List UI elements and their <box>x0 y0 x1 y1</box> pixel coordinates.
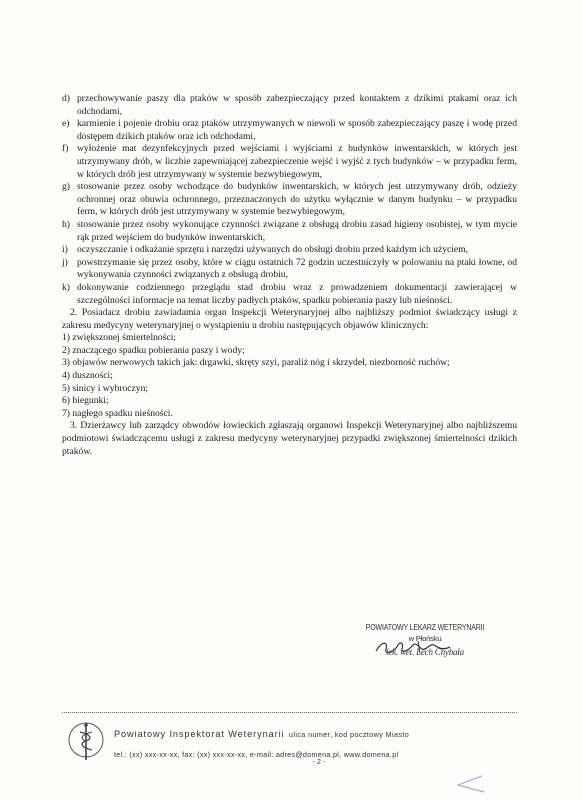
handwritten-signature <box>372 637 462 659</box>
measure-item-label: g) <box>62 181 70 193</box>
page-number: - 2 - <box>312 759 326 766</box>
measure-item-label: j) <box>62 256 68 268</box>
symptom-item: 5) sinicy i wybroczyn; <box>62 382 149 394</box>
corner-mark-icon <box>452 772 492 796</box>
stamp-town: w Płońsku <box>408 634 442 643</box>
symptom-item: 1) zwiększonej śmiertelności; <box>62 332 177 344</box>
footer-org-name: Powiatowy Inspektorat Weterynarii <box>114 729 285 739</box>
measure-item-text: przechowywanie paszy dla ptaków w sposób zabezpieczający przed kontaktem z dzikimi ptakami oraz ich odchodami, <box>77 93 517 117</box>
measure-item <box>62 143 517 181</box>
letterhead-footer <box>114 724 524 766</box>
stamp-office: POWIATOWY LEKARZ WETERYNARII <box>365 623 485 632</box>
paragraph-3: 3. Dzierżawcy lub zarządcy obwodów łowieckich zgłaszają organowi Inspekcji Weterynaryjnej albo najbliższemu podmiotowi świadczącemu usługi z zakresu medycyny weterynaryjnej przypadki zwiększonej śmiertelności dzikich ptaków. <box>62 420 517 457</box>
measure-item-label: i) <box>62 244 68 256</box>
symptoms-list <box>62 332 517 420</box>
measure-item-text: wyłożenie mat dezynfekcyjnych przed wejściami i wyjściami z budynków inwentarskich, w których jest utrzymywany drób, w liczbie zapewniającej zabezpieczenie wejść i wyjść z tych budynków – w przypadku ferm, w których drób jest utrzymywany w systemie bezwybiegowym, <box>77 143 517 180</box>
measure-item-text: stosowanie przez osoby wykonujące czynności związane z obsługą drobiu zasad higieny osobistej, w tym mycie rąk przed wejściem do budynków inwentarskich, <box>77 218 517 243</box>
symptom-item: 4) duszności; <box>62 370 113 382</box>
measure-item-text: powstrzymanie się przez osoby, które w ciągu ostatnich 72 godzin uczestniczyły w polowaniu na ptaki łowne, od wykonywania czynności związanych z obsługą drobiu, <box>77 256 517 281</box>
measure-item-label: k) <box>62 281 70 293</box>
measure-item-text: dokonywanie codziennego przeglądu stad drobiu wraz z prowadzeniem dokumentacji zawierającej w szczególności informacje na temat liczby padłych ptaków, spadku pobierania paszy lub nieśności. <box>77 281 517 306</box>
measure-item <box>62 257 517 282</box>
document-body <box>62 93 517 458</box>
measure-item <box>62 244 517 257</box>
measures-list <box>62 93 517 307</box>
measure-item <box>62 282 517 307</box>
footer-divider <box>62 712 517 713</box>
measure-item-label: d) <box>62 93 70 104</box>
footer-address: ulica numer, kod pocztowy Miasto <box>288 730 410 739</box>
symptom-item: 2) znaczącego spadku pobierania paszy i wody; <box>62 344 245 356</box>
measure-item <box>62 219 517 244</box>
footer-org-line <box>114 724 524 742</box>
veterinary-caduceus-icon <box>66 720 106 764</box>
measure-item-label: e) <box>62 118 70 130</box>
measure-item-label: h) <box>62 218 70 230</box>
measure-item <box>62 93 517 118</box>
measure-item <box>62 118 517 143</box>
footer-contact: tel.: (xx) xxx-xx-xx, fax: (xx) xxx-xx-xx, e-mail: adres@domena.pl, www.domena.pl <box>114 750 399 759</box>
measure-item-label: f) <box>62 143 69 155</box>
paragraph-2: 2. Posiadacz drobiu zawiadamia organ Inspekcji Weterynaryjnej albo najbliższy podmiot świadczący usługi z zakresu medycyny weterynaryjnej o wystąpieniu u drobiu następujących objawów klinicznych: <box>62 307 517 331</box>
measure-item-text: oczyszczanie i odkażanie sprzętu i narzędzi używanych do obsługi drobiu przed każdym ich użyciem, <box>77 244 469 256</box>
measure-item-text: stosowanie przez osoby wchodzące do budynków inwentarskich, w których jest utrzymywany drób, odzieży ochronnej oraz obuwia ochronnego, przeznaczonych do użytku wyłącznie w danym budynku – w przypadku ferm, w których drób jest utrzymywany w systemie bezwybiegowym, <box>77 181 517 218</box>
symptom-item: 7) nagłego spadku nieśności. <box>62 407 173 419</box>
symptom-item: 6) biegunki; <box>62 395 109 407</box>
symptom-item: 3) objawów nerwowych takich jak: drgawki, skręty szyi, paraliż nóg i skrzydeł, niezborność ruchów; <box>62 357 450 369</box>
measure-item-text: karmienie i pojenie drobiu oraz ptaków utrzymywanych w niewoli w sposób zabezpieczający paszę i wodę przed dostępem dzikich ptaków oraz ich odchodami, <box>77 118 517 142</box>
measure-item <box>62 181 517 219</box>
stamp-signatory: lek. wet. Lech Chybała <box>386 647 464 657</box>
